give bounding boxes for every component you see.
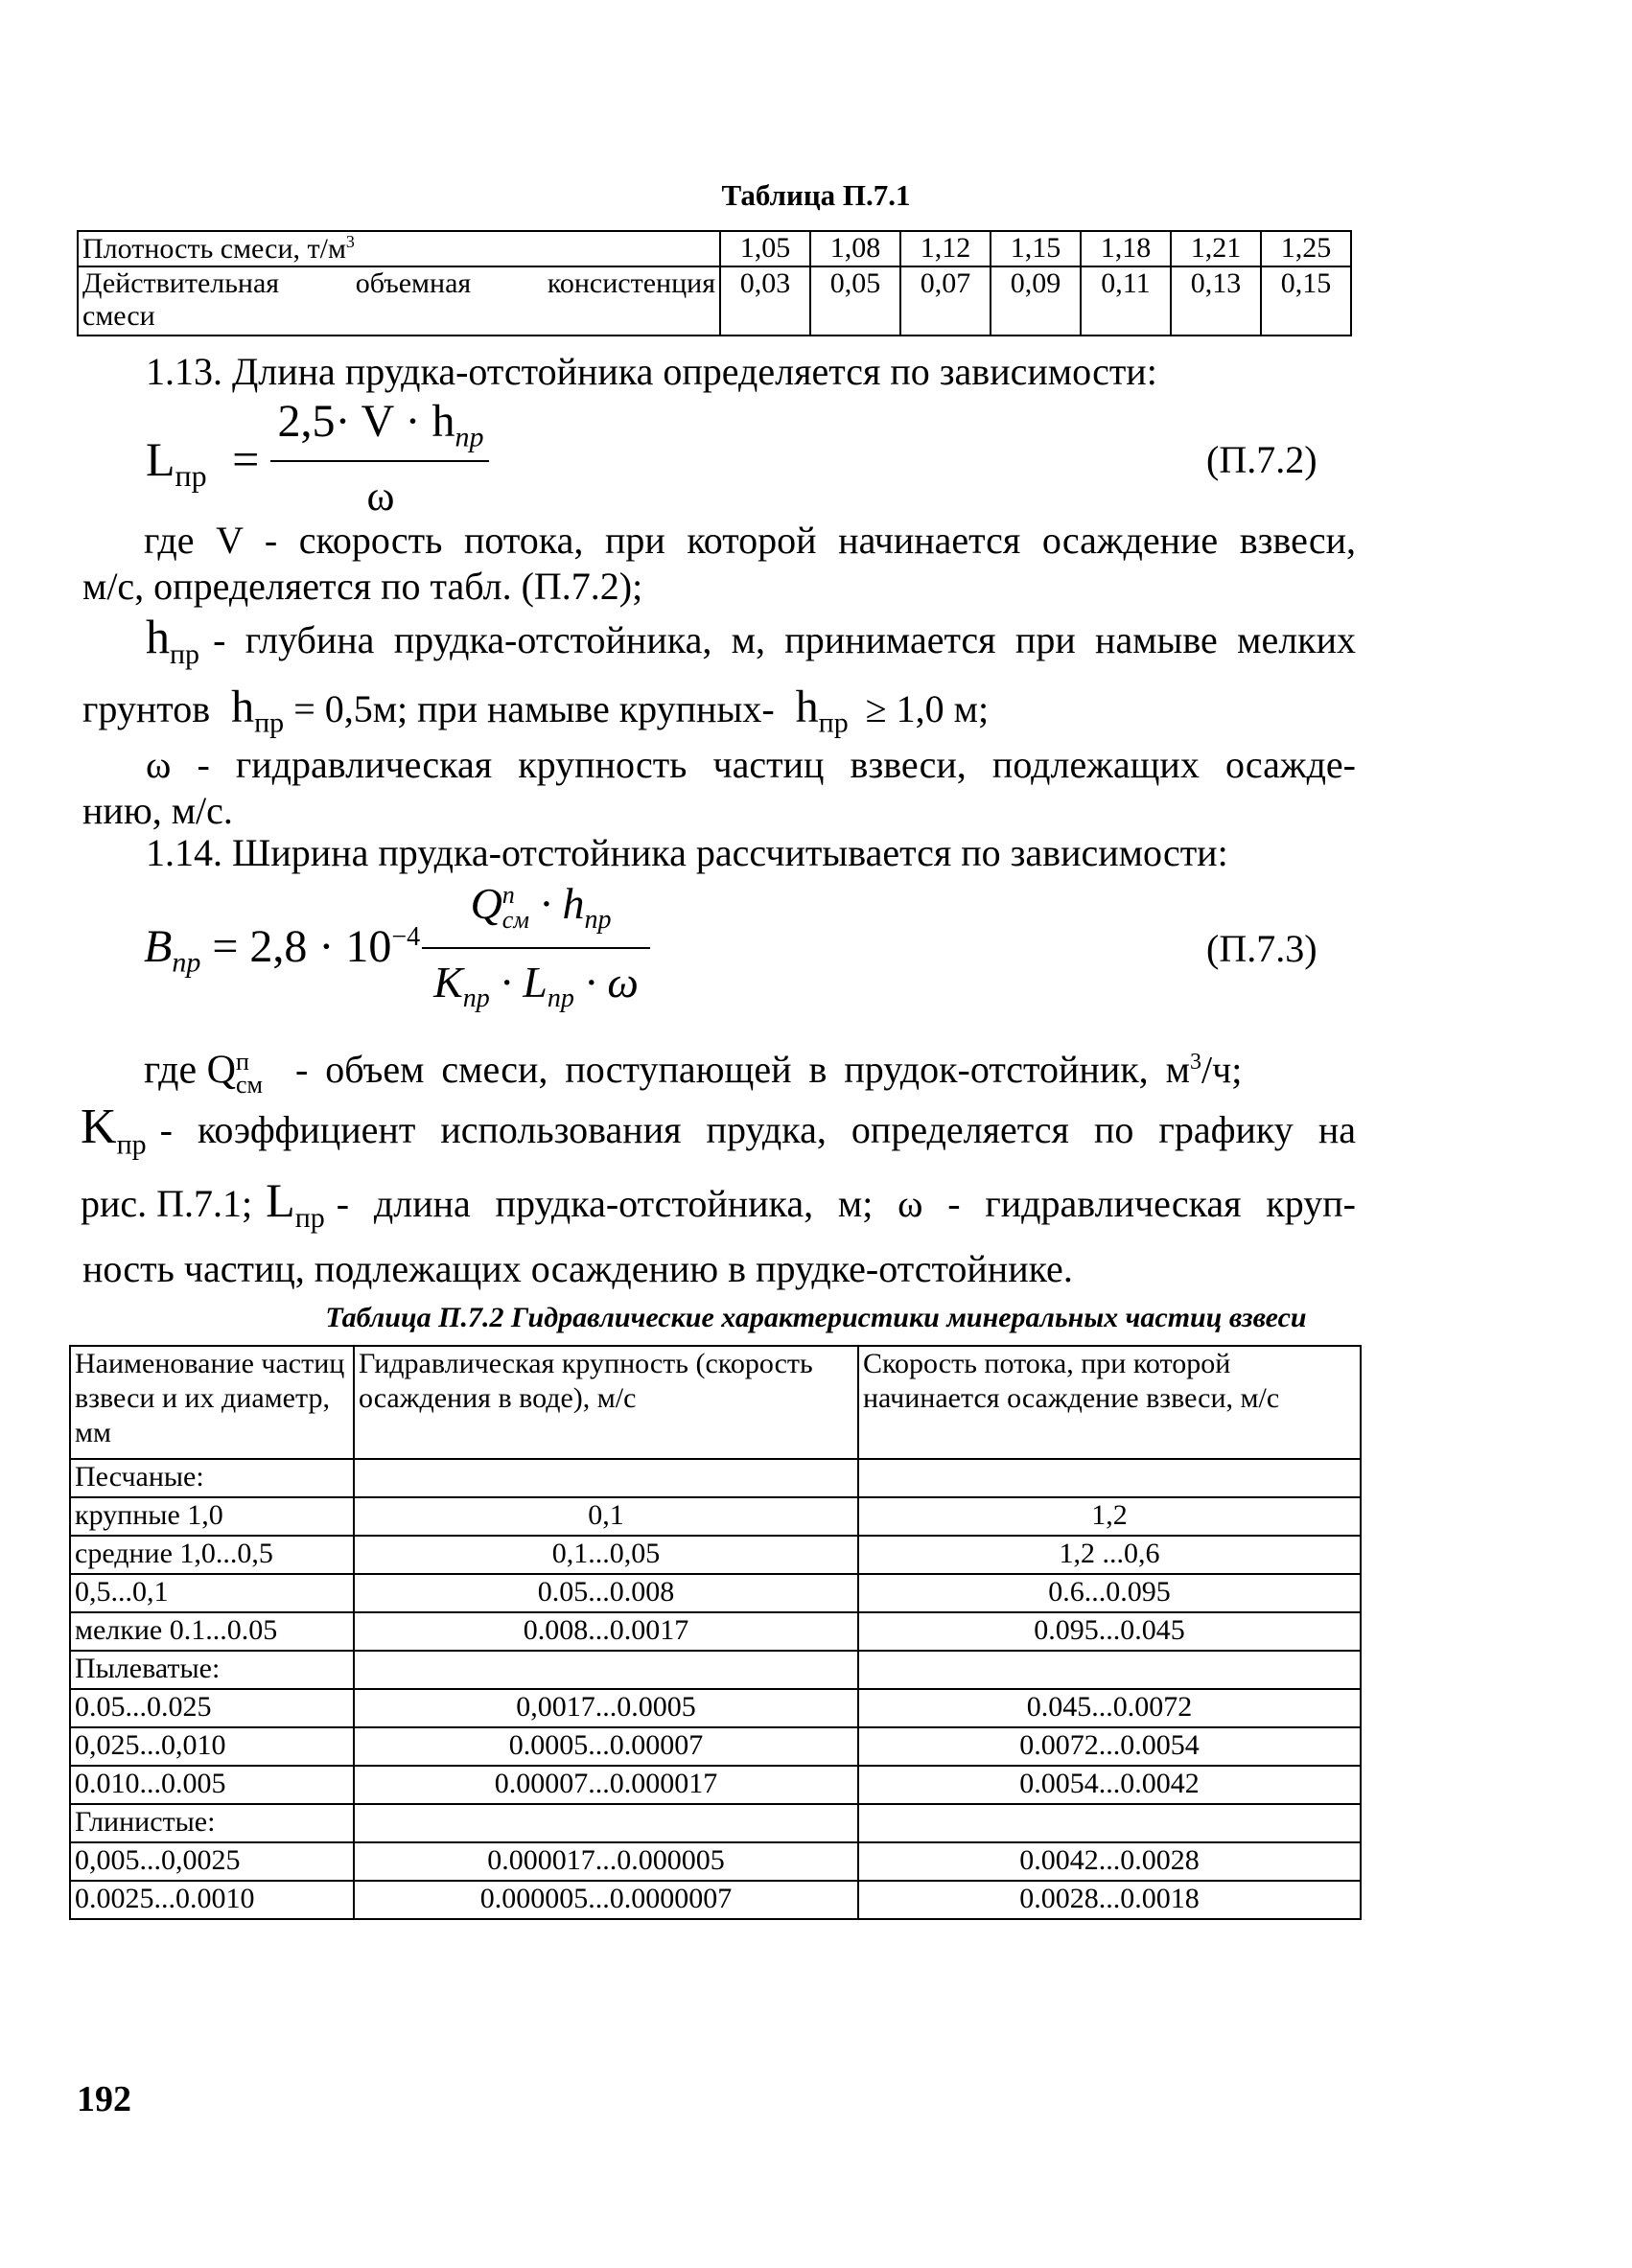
table2-cell: 0.045...0.0072 xyxy=(858,1689,1361,1727)
table1-cell: 1,21 xyxy=(1171,231,1261,266)
table1-row1-label: Плотность смеси, $т/м^3$ xyxy=(78,231,720,266)
table1-cell: 0,07 xyxy=(900,266,991,336)
omega-definition-line2: нию, м/с. xyxy=(82,789,233,832)
table2-cell: 0.6...0.095 xyxy=(858,1574,1361,1612)
table2-cell: 1,2 xyxy=(858,1497,1361,1536)
table1-cell: 0,13 xyxy=(1171,266,1261,336)
table-row xyxy=(70,1842,1361,1881)
table2-cell: средние 1,0...0,5 xyxy=(70,1536,354,1574)
table1-cell: 0,09 xyxy=(991,266,1081,336)
table2-body xyxy=(70,1459,1361,1919)
formula-2-numerator: Q п см · $h_{пр}$ xyxy=(470,879,612,936)
k-definition: $K_{пр}$ - коэффициент использования прудка, определяется по графику на xyxy=(81,1099,1356,1161)
table-row xyxy=(70,1804,1361,1842)
table1-cell: 1,12 xyxy=(900,231,991,266)
table2-cell: 0.0042...0.0028 xyxy=(858,1842,1361,1881)
table1-cell: 1,05 xyxy=(720,231,810,266)
table2-cell: 0,1 xyxy=(354,1497,858,1536)
table-row xyxy=(70,1689,1361,1727)
table1-cell: 0,03 xyxy=(720,266,810,336)
where-q-line: где Q п см - объем смеси, поступающей в прудок-отстойник, $м^3/ч$; xyxy=(144,1048,1243,1099)
table1-row2-label: Действительная объемная консистенция смеси xyxy=(78,266,720,336)
table-row xyxy=(70,1651,1361,1689)
table2-cell: 0.0028...0.0018 xyxy=(858,1881,1361,1919)
table-row xyxy=(70,1766,1361,1804)
table2-header-settling: Гидравлическая крупность (скорость осаждения в воде), м/с xyxy=(354,1346,858,1459)
formula-2-denominator: $K_{пр} \cdot L_{пр} \cdot \omega$ xyxy=(433,958,639,1014)
table2-cell: 0,0017...0.0005 xyxy=(354,1689,858,1727)
table2-cell xyxy=(858,1804,1361,1842)
table1 xyxy=(77,230,1352,336)
table2-cell: 0.05...0.008 xyxy=(354,1574,858,1612)
table2-cell: 0.000017...0.000005 xyxy=(354,1842,858,1881)
table2-cell: 0.0072...0.0054 xyxy=(858,1727,1361,1766)
formula-2-ref: (П.7.3) xyxy=(1206,927,1317,970)
table2-cell: 0,5...0,1 xyxy=(70,1574,354,1612)
table-row xyxy=(70,1459,1361,1497)
paragraph-1-14: 1.14. Ширина прудка-отстойника рассчитывается по зависимости: xyxy=(146,831,1228,874)
table2-cell: 0.095...0.045 xyxy=(858,1612,1361,1651)
table2-cell: крупные 1,0 xyxy=(70,1497,354,1536)
table2-cell: 0,025...0,010 xyxy=(70,1727,354,1766)
table-row xyxy=(70,1574,1361,1612)
omega-definition: ω - гидравлическая крупность частиц взвеси, подлежащих осажде- xyxy=(146,743,1356,786)
table2-header-row xyxy=(70,1346,1361,1459)
table-row xyxy=(70,1727,1361,1766)
table2-cell: 0,005...0,0025 xyxy=(70,1842,354,1881)
table1-row-consistency xyxy=(78,266,1351,336)
table2-cell: 1,2 ...0,6 xyxy=(858,1536,1361,1574)
table2-cell xyxy=(354,1804,858,1842)
table1-cell: 1,25 xyxy=(1261,231,1351,266)
formula-2-fraction-bar xyxy=(422,947,650,949)
where-v-line2: м/с, определяется по табл. (П.7.2); xyxy=(82,565,643,608)
table2 xyxy=(69,1345,1362,1920)
table2-cell: 0.000005...0.0000007 xyxy=(354,1881,858,1919)
table2-cell: Пылеватые: xyxy=(70,1651,354,1689)
where-v-line: где V - скорость потока, при которой начинается осаждение взвеси, xyxy=(144,519,1356,562)
table1-cell: 1,15 xyxy=(991,231,1081,266)
table1-cell: 0,11 xyxy=(1081,266,1171,336)
table2-cell xyxy=(858,1459,1361,1497)
table2-cell: 0.0005...0.00007 xyxy=(354,1727,858,1766)
table2-cell: 0.0025...0.0010 xyxy=(70,1881,354,1919)
table2-cell: 0.00007...0.000017 xyxy=(354,1766,858,1804)
table1-cell: 0,05 xyxy=(810,266,900,336)
table2-cell xyxy=(354,1459,858,1497)
table2-cell: 0.008...0.0017 xyxy=(354,1612,858,1651)
table2-cell: 0,1...0,05 xyxy=(354,1536,858,1574)
table1-cell: 1,08 xyxy=(810,231,900,266)
formula-2-lhs: $B_{пр} = 2,8 \cdot 10^{-4}$ xyxy=(144,921,421,979)
table2-caption: Таблица П.7.2 Гидравлические характеристики минеральных частиц взвеси xyxy=(325,1302,1307,1333)
formula-1-denominator: ω xyxy=(366,473,395,520)
h-symbol: $h_{пр}$ xyxy=(146,610,200,670)
table-row xyxy=(70,1497,1361,1536)
table2-cell: 0.010...0.005 xyxy=(70,1766,354,1804)
table2-cell xyxy=(858,1651,1361,1689)
table2-header-name: Наименование частиц взвеси и их диаметр, мм xyxy=(70,1346,354,1459)
table1-cell: 1,18 xyxy=(1081,231,1171,266)
table-row xyxy=(70,1881,1361,1919)
table2-cell: 0.0054...0.0042 xyxy=(858,1766,1361,1804)
table2-cell: Песчаные: xyxy=(70,1459,354,1497)
paragraph-1-13: 1.13. Длина прудка-отстойника определяется по зависимости: xyxy=(146,350,1157,393)
table-row xyxy=(70,1536,1361,1574)
h-definition: $h_{пр}$ - глубина прудка-отстойника, м, принимается при намыве мелких xyxy=(146,613,1356,678)
fig-line: рис. П.7.1; $L_{пр}$ - длина прудка-отстойника, м; ω - гидравлическая круп- xyxy=(81,1173,1356,1234)
table1-cell: 0,15 xyxy=(1261,266,1351,336)
formula-1-lhs: $L_{пр}$ = xyxy=(146,432,260,493)
table2-cell: 0.05...0.025 xyxy=(70,1689,354,1727)
soil-line: грунтов $h_{пр} = 0,5м$; при намыве крупных- $h_{пр} \ge 1,0$ м; xyxy=(82,682,990,739)
page-number: 192 xyxy=(77,2079,131,2119)
last-line: ность частиц, подлежащих осаждению в прудке-отстойнике. xyxy=(82,1247,1073,1290)
table1-caption: Таблица П.7.1 xyxy=(721,178,911,212)
table1-row-density xyxy=(78,231,1351,266)
formula-1-fraction-bar xyxy=(270,460,489,462)
table-row xyxy=(70,1612,1361,1651)
formula-1-ref: (П.7.2) xyxy=(1206,438,1317,481)
table2-cell: мелкие 0.1...0.05 xyxy=(70,1612,354,1651)
table2-header-flow: Скорость потока, при которой начинается осаждение взвеси, м/с xyxy=(858,1346,1361,1459)
table2-cell: Глинистые: xyxy=(70,1804,354,1842)
formula-1-numerator: $2,5\cdot V \cdot h_{пр}$ xyxy=(277,396,484,453)
table2-cell xyxy=(354,1651,858,1689)
